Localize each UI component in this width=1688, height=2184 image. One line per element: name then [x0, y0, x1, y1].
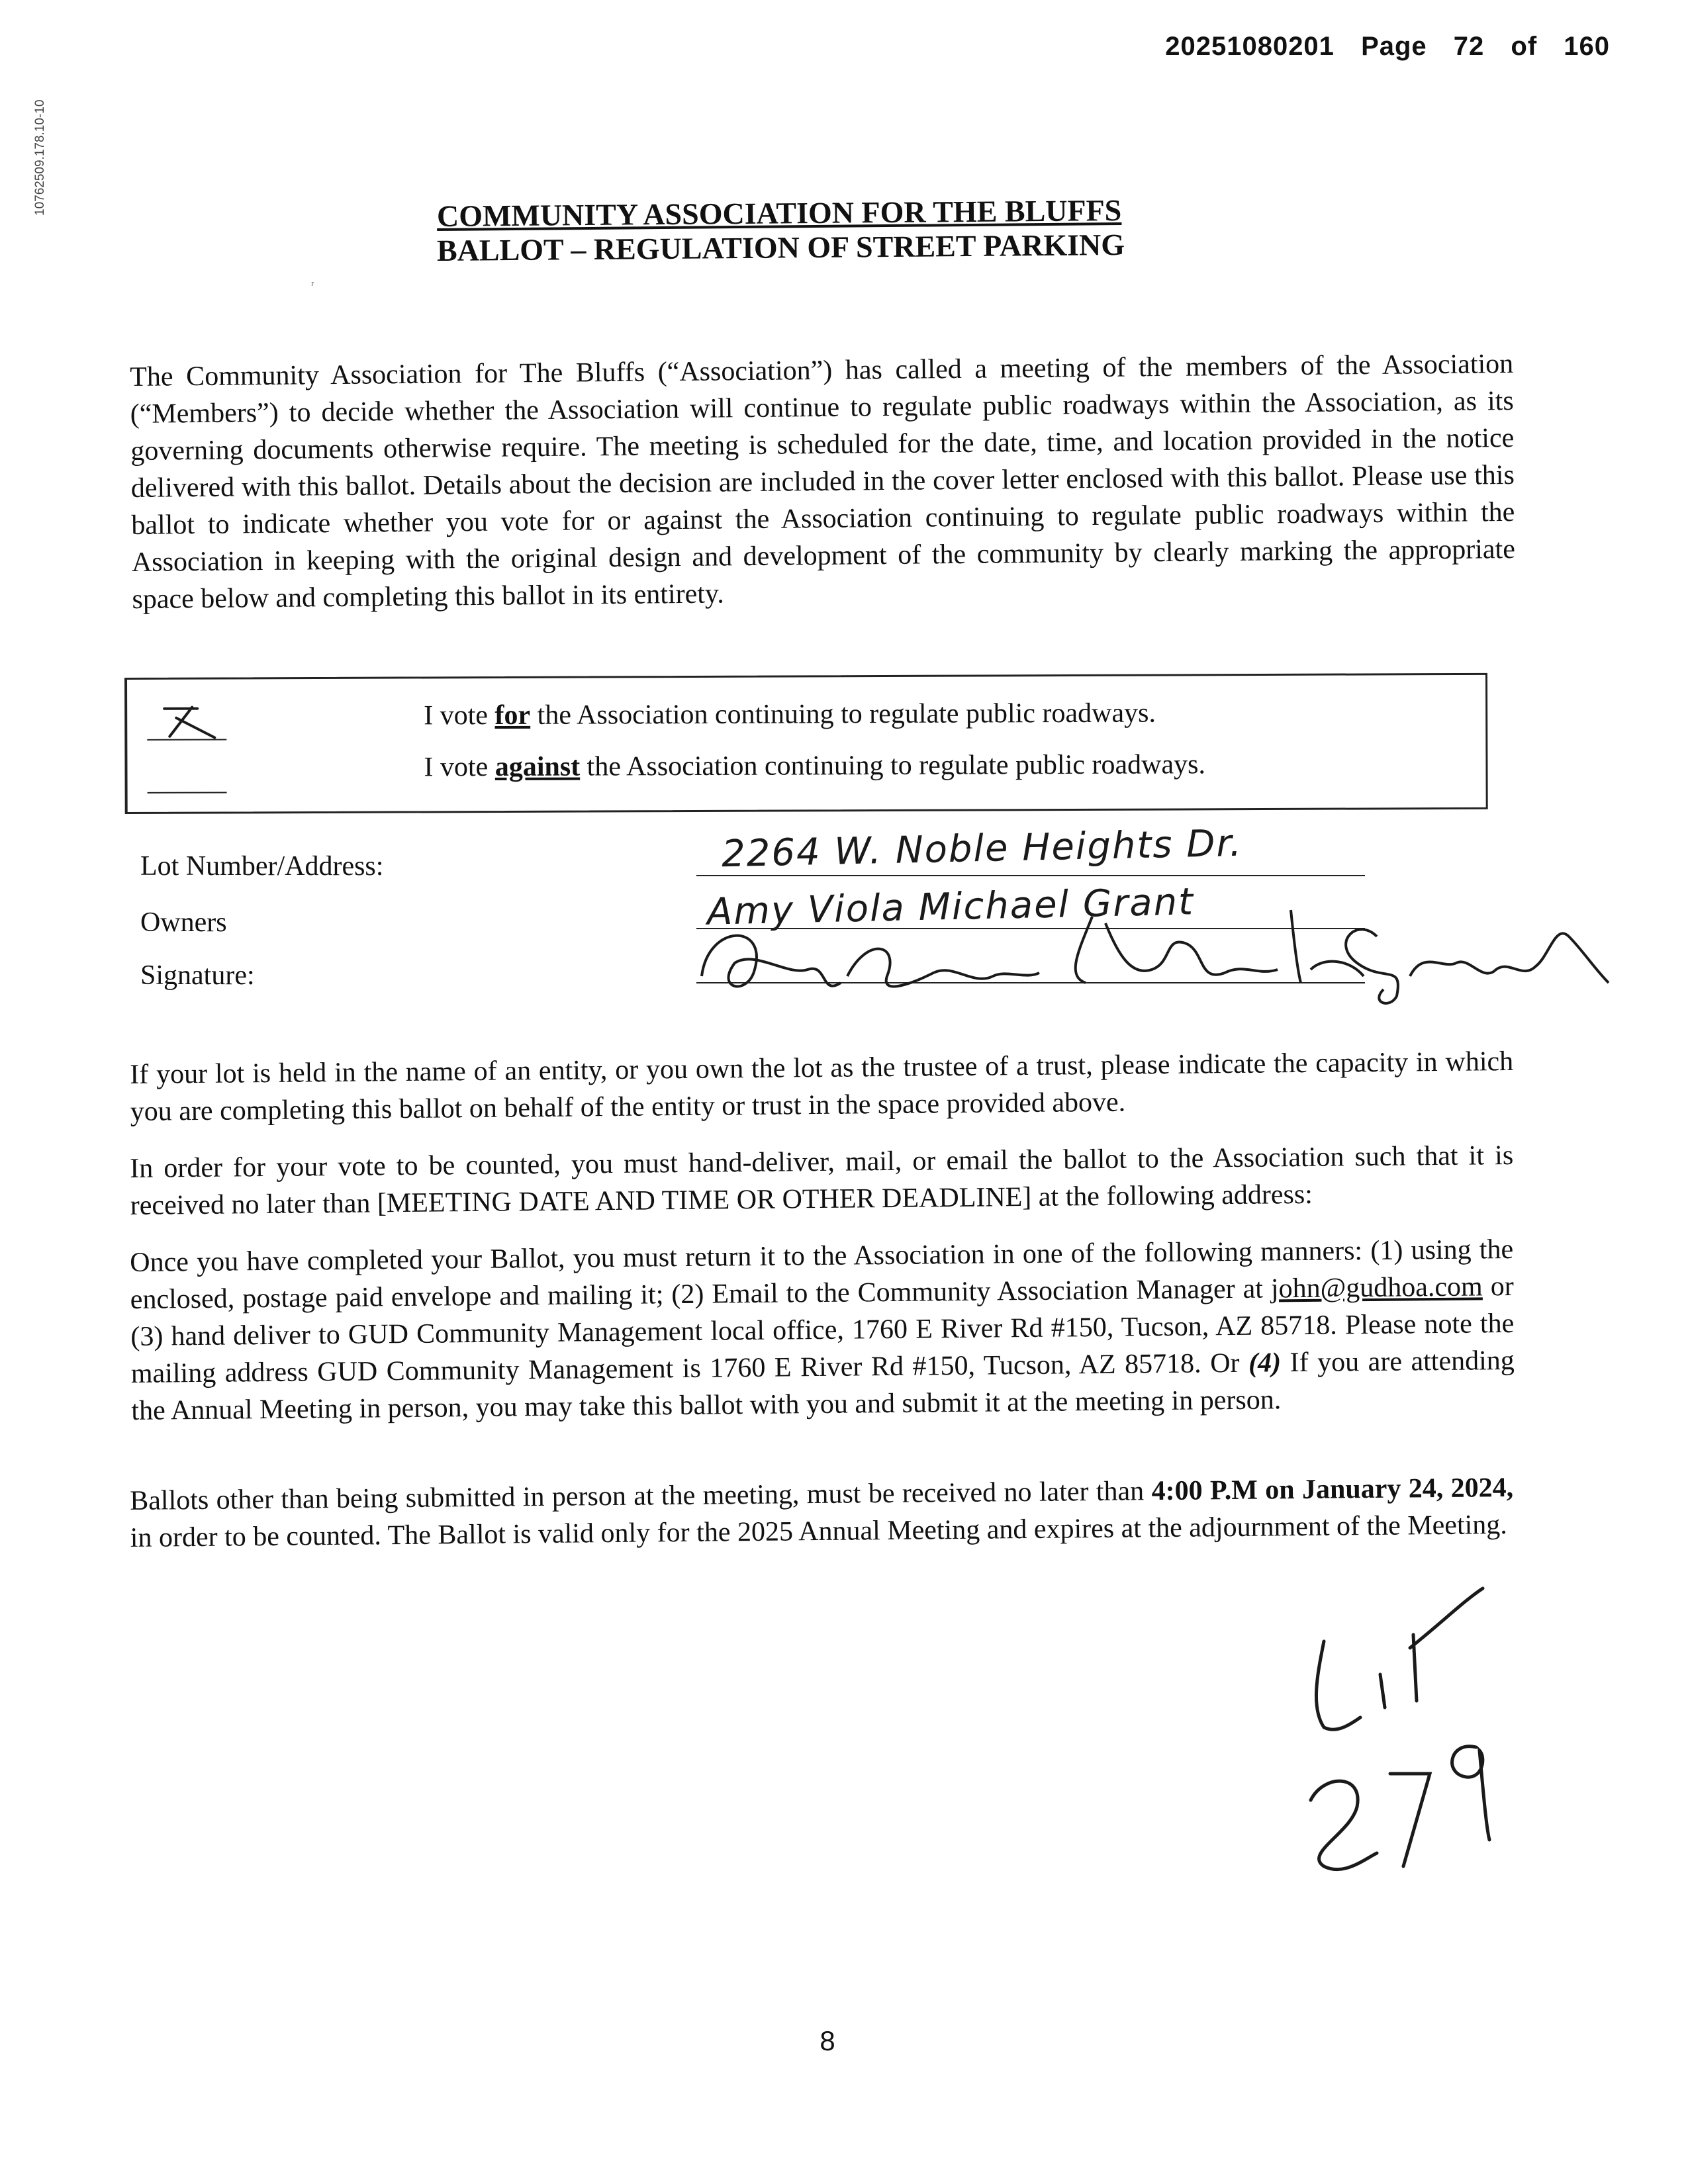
vote-for-option: I vote for the Association continuing to regulate public roadways. — [424, 698, 1156, 731]
manager-email-link[interactable]: john@gudhoa.com — [1270, 1271, 1483, 1304]
handwritten-lot-note — [1297, 1575, 1509, 1880]
scan-mark: ʳ — [311, 278, 314, 293]
address-label: Lot Number/Address: — [140, 851, 384, 882]
page-number: 8 — [820, 2025, 835, 2056]
address-field-line[interactable] — [696, 875, 1365, 876]
signature-label: Signature: — [140, 960, 255, 991]
owners-handwritten-value: Amy Viola Michael Grant — [706, 880, 1195, 934]
page-title: COMMUNITY ASSOCIATION FOR THE BLUFFS — [436, 193, 1122, 233]
entity-note: If your lot is held in the name of an entity, or you own the lot as the trustee of a trust, please indicate the capacity in which you are completing this ballot on behalf of the entity or trust in the space provided above. — [130, 1046, 1514, 1127]
address-handwritten-value: 2264 W. Noble Heights Dr. — [721, 821, 1243, 876]
vote-box — [124, 673, 1488, 814]
owners-label: Owners — [140, 907, 227, 938]
vote-against-blank[interactable] — [148, 792, 227, 793]
deadline-date: 4:00 P.M on January 24, 2024, — [1151, 1472, 1514, 1507]
page-reference: Page 72 of 160 — [1361, 32, 1610, 61]
handwritten-signature — [695, 897, 1622, 1013]
page-subtitle: BALLOT – REGULATION OF STREET PARKING — [436, 227, 1125, 267]
intro-paragraph: The Community Association for The Bluffs (“Association”) has called a meeting of the members of the Association (“Members”) to decide whether the Association will continue to regulate public roadways within the Association, as its governing documents otherwise require. The meeting is scheduled for the date, time, and location provided in the notice delivered with this ballot. Details about the decision are included in the cover letter enclosed with this ballot. Please use this ballot to indicate whether you vote for or against the Association continuing to regulate public roadways within the Association in keeping with the original design and development of the community by clearly marking the appropriate space below and completing this ballot in its entirety. — [130, 348, 1516, 615]
option-4-marker: (4) — [1248, 1347, 1282, 1379]
side-stamp: 10762509.178.10-10 — [33, 99, 47, 216]
vote-against-option: I vote against the Association continuing to regulate public roadways. — [424, 749, 1206, 783]
document-header-ref — [1165, 32, 1610, 62]
vote-for-keyword: for — [494, 700, 531, 731]
vote-for-mark — [151, 702, 224, 741]
doc-number: 20251080201 — [1165, 32, 1335, 61]
validity-paragraph: Ballots other than being submitted in person at the meeting, must be received no later than 4:00 P.M on January 24, 2024, in order to be counted. The Ballot is valid only for the 2025 Annual Meeting and expires at the adjournment of the Meeting. — [130, 1472, 1514, 1553]
return-instructions: Once you have completed your Ballot, you must return it to the Association in one of the following manners: (1) using the enclosed, postage paid envelope and mailing it; (2) Email to the Community Association Manager at john@gudhoa.com or (3) hand deliver to GUD Community Management local office, 1760 E River Rd #150, Tucson, AZ 85718. Please note the mailing address GUD Community Management is 1760 E River Rd #150, Tucson, AZ 85718. Or (4) If you are attending the Annual Meeting in person, you may take this ballot with you and submit it at the meeting in person. — [130, 1234, 1515, 1426]
vote-against-keyword: against — [494, 751, 581, 783]
deadline-note: In order for your vote to be counted, you must hand-deliver, mail, or email the ballot to the Association such that it is received no later than [MEETING DATE AND TIME OR OTHER DEADLINE] at the following address: — [130, 1140, 1514, 1221]
